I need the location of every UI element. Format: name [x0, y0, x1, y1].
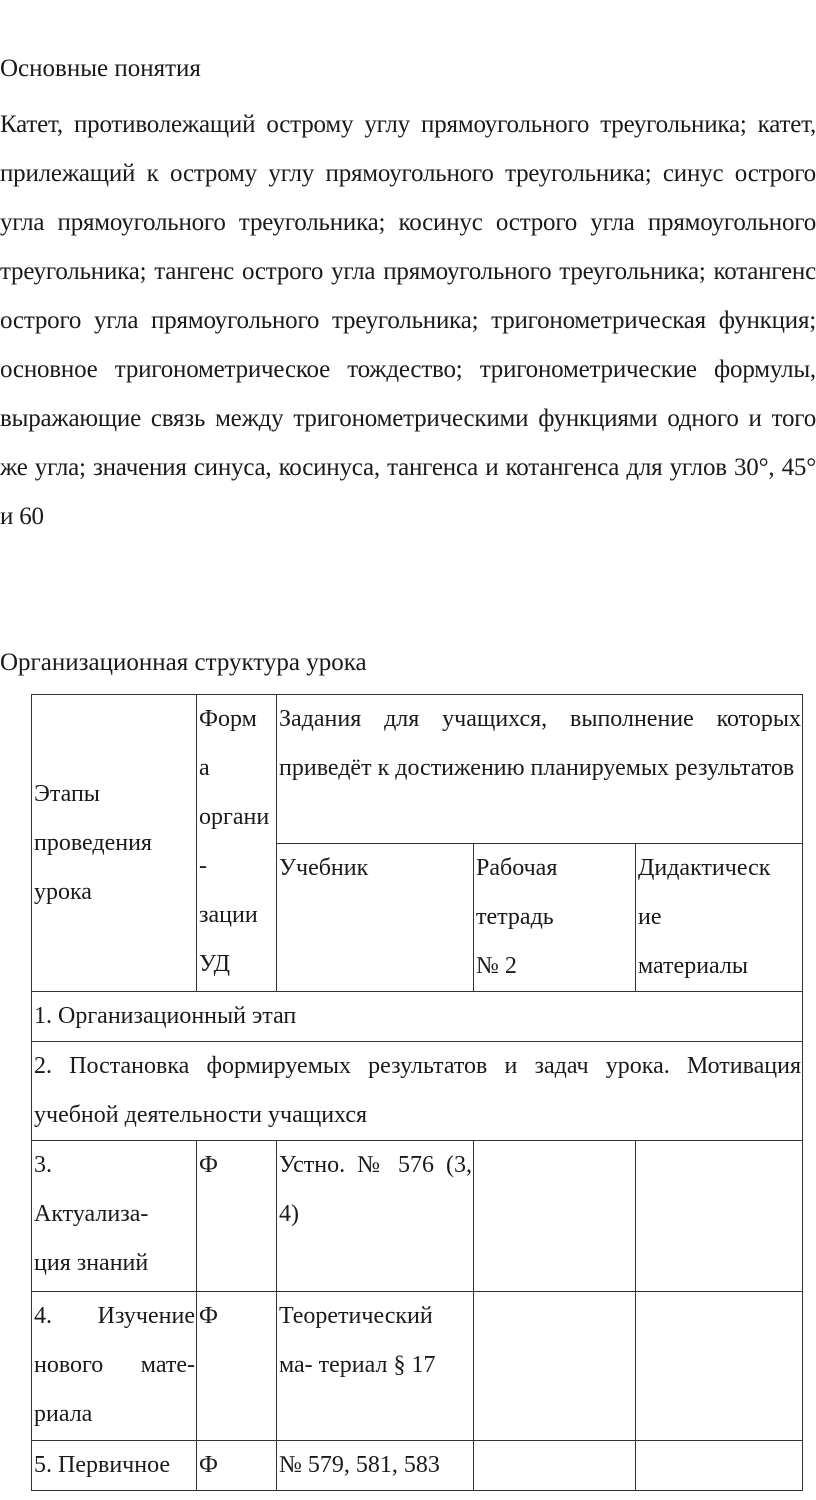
row5-form-cell: Ф — [197, 1441, 277, 1491]
table-row — [32, 992, 803, 1042]
row5-stage-cell: 5. Первичное — [32, 1441, 197, 1491]
section-heading-basic-concepts: Основные понятия — [0, 55, 201, 82]
header-form-cell: Форм а органи - зации УД — [197, 695, 277, 992]
row1-cell: 1. Организационный этап — [32, 992, 803, 1042]
header-didactic-cell: Дидактическ ие материалы — [636, 844, 803, 992]
row4-workbook-cell — [474, 1292, 636, 1441]
row3-textbook-cell: Устно. № 576 (3, 4) — [277, 1141, 474, 1292]
header-workbook-cell: Рабочая тетрадь № 2 — [474, 844, 636, 992]
row3-stage-cell: 3. Актуализа- ция знаний — [32, 1141, 197, 1292]
row5-textbook-cell: № 579, 581, 583 — [277, 1441, 474, 1491]
header-stages-cell: Этапы проведения урока — [32, 695, 197, 992]
row3-workbook-cell — [474, 1141, 636, 1292]
row3-form-cell: Ф — [197, 1141, 277, 1292]
row5-workbook-cell — [474, 1441, 636, 1491]
header-tasks-cell: Задания для учащихся, выполнение которых приведёт к достижению планируемых результатов — [277, 695, 803, 844]
row4-didactic-cell — [636, 1292, 803, 1441]
header-textbook-cell: Учебник — [277, 844, 474, 992]
table-row — [32, 1441, 803, 1491]
lesson-structure-table — [31, 694, 803, 1491]
table-row — [32, 1042, 803, 1141]
basic-concepts-paragraph: Катет, противолежащий острому углу прямоугольного треугольника; катет, прилежащий к острому углу прямоугольного треугольника; синус острого угла прямоугольного треугольника; косинус острого угла прямоугольного треугольника; тангенс острого угла прямоугольного треугольника; котангенс острого угла прямоугольного треугольника; тригонометрическая функция; основное тригонометрическое тождество; тригонометрические формулы, выражающие связь между тригонометрическими функциями одного и того же угла; значения синуса, косинуса, тангенса и котангенса для углов 30°, 45° и 60 — [0, 111, 816, 530]
section-heading-lesson-structure: Организационная структура урока — [0, 649, 367, 676]
row4-form-cell: Ф — [197, 1292, 277, 1441]
row2-cell: 2. Постановка формируемых результатов и задач урока. Мотивация учебной деятельности учащихся — [32, 1042, 803, 1141]
table-row — [32, 1141, 803, 1292]
table-row — [32, 1292, 803, 1441]
row5-didactic-cell — [636, 1441, 803, 1491]
table-header-row — [32, 695, 803, 844]
row4-textbook-cell: Теоретический ма- териал § 17 — [277, 1292, 474, 1441]
row3-didactic-cell — [636, 1141, 803, 1292]
row4-stage-cell: 4. Изучение нового материала — [32, 1292, 197, 1441]
